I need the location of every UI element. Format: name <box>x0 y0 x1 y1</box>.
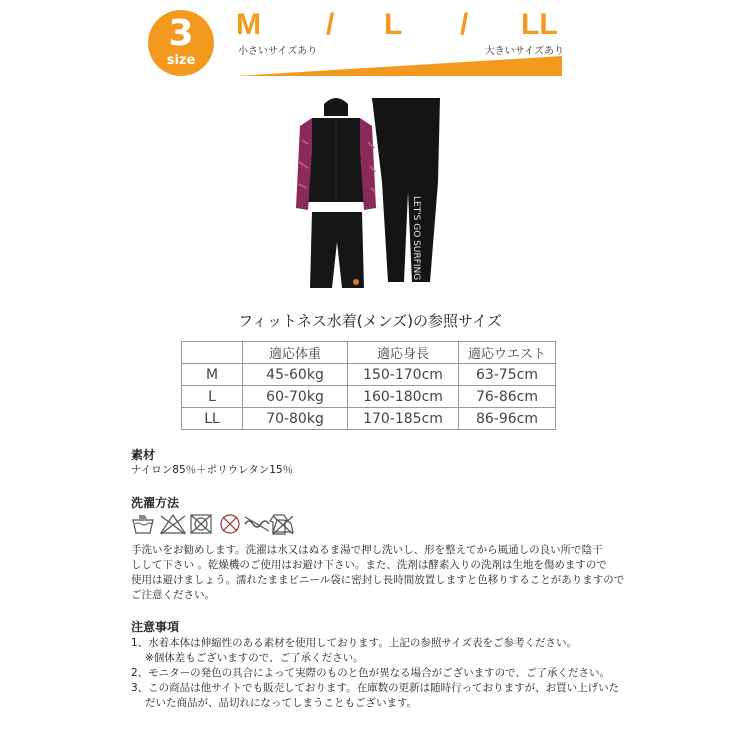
table-row <box>182 364 556 386</box>
notes-line-2: ※個体差もございますので、ご了承ください。 <box>145 652 364 664</box>
table-cell: LL <box>182 408 243 430</box>
table-header-cell <box>182 342 243 364</box>
size-ll-label: LL <box>521 8 558 41</box>
shorts-icon <box>310 212 364 288</box>
table-header-row <box>182 342 556 364</box>
washing-line-1: 手洗いをお勧めします。洗濯は水又はぬるま湯で押し洗いし、形を整えてから風通しの良い所で陰干 <box>131 544 603 556</box>
washing-line-3: 使用は避けましょう。濡れたままビニール袋に密封し長時間放置しますと色移りすることがありますので <box>131 574 625 586</box>
size-table-title: フィットネス水着(メンズ)の参照サイズ <box>238 312 502 330</box>
size-options <box>236 8 562 42</box>
badge-label: size <box>166 53 196 68</box>
table-cell: 45-60kg <box>243 364 348 386</box>
hand-wash-icon <box>133 515 153 533</box>
notes-line-5: だいた商品が、品切れになってしまうこともございます。 <box>145 697 418 709</box>
table-cell: 170-185cm <box>348 408 459 430</box>
table-cell: 60-70kg <box>243 386 348 408</box>
table-row <box>182 408 556 430</box>
material-text: ナイロン85％＋ポリウレタン15％ <box>131 464 294 476</box>
no-bleach-icon <box>161 515 185 534</box>
size-range-wedge <box>236 54 562 78</box>
large-size-note: 大きいサイズあり <box>484 46 564 57</box>
table-cell: 76-86cm <box>459 386 556 408</box>
table-cell: M <box>182 364 243 386</box>
table-cell: 86-96cm <box>459 408 556 430</box>
table-cell: 70-80kg <box>243 408 348 430</box>
washing-title: 洗濯方法 <box>131 496 180 510</box>
table-header-cell: 適応ウエスト <box>459 342 556 364</box>
product-image <box>290 92 450 302</box>
no-dry-clean-icon <box>221 515 239 533</box>
table-cell: 63-75cm <box>459 364 556 386</box>
small-size-note: 小さいサイズあり <box>238 46 318 57</box>
size-m-label: M <box>236 8 261 41</box>
table-cell: 150-170cm <box>348 364 459 386</box>
leggings-icon <box>372 98 440 282</box>
table-header-cell: 適応体重 <box>243 342 348 364</box>
line-dry-icon <box>268 512 290 536</box>
table-cell: 160-180cm <box>348 386 459 408</box>
table-row <box>182 386 556 408</box>
badge-number: 3 <box>168 13 194 54</box>
size-table <box>181 341 556 430</box>
table-header-cell: 適応身長 <box>348 342 459 364</box>
table-cell: L <box>182 386 243 408</box>
size-separator: / <box>460 8 469 41</box>
notes-line-3: 2、モニターの発色の具合によって実際のものと色が異なる場合がございますので、ご了承ください。 <box>131 667 610 679</box>
washing-line-2: しして下さい 。乾燥機のご使用はお避け下さい。また、洗剤は酵素入りの洗剤は生地を傷めますので <box>131 559 607 571</box>
notes-title: 注意事項 <box>131 620 180 634</box>
notes-line-1: 1、水着本体は伸縮性のある素材を使用しております。上記の参照サイズ表をご参考ください。 <box>131 637 577 649</box>
material-title: 素材 <box>131 448 156 462</box>
no-wring-icon <box>245 517 269 531</box>
washing-line-4: ご注意ください。 <box>131 589 215 601</box>
hooded-jacket-icon <box>296 98 376 210</box>
notes-line-4: 3、この商品は他サイトでも販売しております。在庫数の更新は随時行っておりますが、お買い上げいた <box>131 682 620 694</box>
size-l-label: L <box>384 8 403 41</box>
leggings-print: LET'S GO SURFING <box>411 196 421 281</box>
no-tumble-dry-icon <box>191 515 211 533</box>
size-separator: / <box>326 8 335 41</box>
